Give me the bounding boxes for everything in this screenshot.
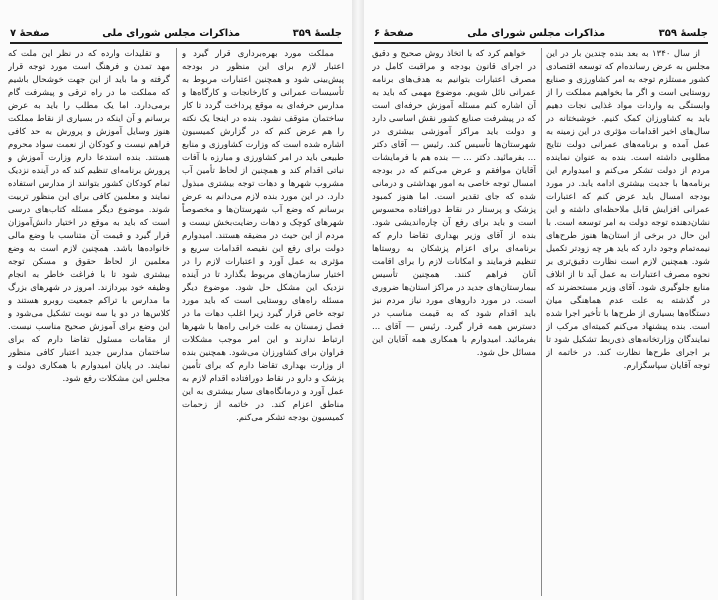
- column-divider: [176, 48, 177, 596]
- left-page-number: صفحهٔ ۷: [10, 27, 50, 39]
- left-page-session: جلسهٔ ۳۵۹: [292, 27, 342, 39]
- book-gutter: [352, 0, 364, 600]
- left-page-title: مذاکرات مجلس شورای ملی: [102, 27, 241, 39]
- right-page-column-right: [546, 48, 710, 596]
- header-rule: [10, 42, 342, 44]
- left-page-column-left: [8, 48, 170, 596]
- right-page-number: صفحهٔ ۶: [374, 27, 414, 39]
- left-page-header: [10, 26, 342, 40]
- right-page-session: جلسهٔ ۳۵۹: [658, 27, 708, 39]
- header-rule: [374, 42, 708, 44]
- right-page-column-left: [372, 48, 536, 596]
- left-page-column-right: [182, 48, 344, 596]
- right-page-header: [374, 26, 708, 40]
- column-text: مملکت مورد بهره‌برداری قرار گیرد و اعتبار لازم برای این منظور در بودجه پیش‌بینی شود و همچنین اعتبارات مربوط به تأسیسات عمرانی و کارخانجات و کارگاه‌ها و مدارس حرفه‌ای به موقع پرداخت گردد تا کار ساختمان متوقف نشود. بنده در اینجا یک نکته را هم عرض کنم که در گزارش کمیسیون اشاره شده است که وزارت کشاورزی و منابع طبیعی باید در امر کشاورزی و مبارزه با آفات نباتی اقدام کند و همچنین از لحاظ تأمین آب مشروب شهرها و دهات توجه بیشتری مبذول دارد. در این مورد بنده لازم می‌دانم به عرض برسانم که وضع آب شهرستان‌ها و مخصوصاً شهرهای کوچک و دهات رضایت‌بخش نیست و مردم از این حیث در مضیقه هستند. امیدوارم دولت برای رفع این نقیصه اقدامات سریع و مؤثری به عمل آورد و اعتبارات لازم را در اختیار سازمان‌های مربوط بگذارد تا در آینده نزدیک این مشکل حل شود. موضوع دیگر مسئله راه‌های روستایی است که باید مورد توجه خاص قرار گیرد زیرا اغلب دهات ما در فصل زمستان به علت خرابی راه‌ها با شهرها ارتباط ندارند و این امر موجب مشکلات فراوان برای کشاورزان می‌شود. همچنین بنده از وزارت بهداری تقاضا دارم که برای تأمین پزشک و دارو در نقاط دورافتاده اقدام لازم به عمل آورد و درمانگاه‌های سیار بیشتری به این مناطق اعزام کند. در خاتمه از زحمات کمیسیون بودجه تشکر می‌کنم.: [182, 49, 344, 423]
- column-text: از سال ۱۳۴۰ به بعد بنده چندین بار در این مجلس به عرض رسانده‌ام که توسعه اقتصادی کشور مستلزم توجه به امر کشاورزی و صنایع روستایی است و اگر ما بخواهیم مملکت را از وابستگی به واردات مواد غذایی نجات دهیم باید به کشاورزان کمک کنیم. خوشبختانه در سال‌های اخیر اقدامات مؤثری در این زمینه به عمل آمده و برنامه‌های عمرانی دولت نتایج مطلوبی داشته است. بنده به عنوان نماینده مردم از دولت تشکر می‌کنم و امیدوارم این برنامه‌ها با جدیت بیشتری ادامه یابد. در مورد بودجه امسال باید عرض کنم که اعتبارات عمرانی افزایش قابل ملاحظه‌ای داشته و این نشان‌دهنده توجه دولت به امر توسعه است. با این حال در برخی از استان‌ها هنوز طرح‌های نیمه‌تمام وجود دارد که باید هر چه زودتر تکمیل شود. همچنین لازم است نظارت دقیق‌تری بر نحوه مصرف اعتبارات به عمل آید تا از اتلاف منابع جلوگیری شود. آقای وزیر مستحضرند که در گذشته به علت عدم هماهنگی میان دستگاه‌ها بسیاری از طرح‌ها با تأخیر اجرا شده است. بنده پیشنهاد می‌کنم کمیته‌ای مرکب از نمایندگان وزارتخانه‌های ذی‌ربط تشکیل شود تا بر اجرای طرح‌ها نظارت کند. در خاتمه از توجه آقایان سپاسگزارم.: [546, 49, 710, 371]
- left-page: [0, 0, 352, 600]
- column-text: و تقلیدات وارده که در نظر این ملت که مهد تمدن و فرهنگ است مورد توجه قرار گرفته و ما باید از این جهت خوشحال باشیم که مملکت ما در راه ترقی و پیشرفت گام برمی‌دارد. اما یک مطلب را باید به عرض برسانم و آن اینکه در بسیاری از نقاط مملکت هنوز وسایل آموزش و پرورش به حد کافی فراهم نیست و کودکان از نعمت سواد محروم هستند. بنده استدعا دارم وزارت آموزش و پرورش برنامه‌ای تنظیم کند که در آینده نزدیک تمام کودکان کشور بتوانند از مدارس استفاده نمایند و معلمین کافی برای این منظور تربیت شوند. موضوع دیگر مسئله کتاب‌های درسی است که باید به موقع در اختیار دانش‌آموزان قرار گیرد و قیمت آن متناسب با وضع مالی خانواده‌ها باشد. همچنین لازم است به وضع معلمین از لحاظ حقوق و مسکن توجه بیشتری شود تا با فراغت خاطر به انجام وظیفه خود بپردازند. امروز در شهرهای بزرگ ما مدارس با تراکم جمعیت روبرو هستند و کلاس‌ها در دو یا سه نوبت تشکیل می‌شود و این وضع برای آموزش صحیح مناسب نیست. از مقامات مسئول تقاضا دارم که برای ساختمان مدارس جدید اعتبار کافی منظور نمایند. در پایان امیدوارم با همکاری دولت و مجلس این مشکلات رفع شود.: [8, 49, 170, 384]
- right-page: [364, 0, 718, 600]
- column-text: خواهم کرد که با اتخاذ روش صحیح و دقیق در اجرای قانون بودجه و مراقبت کامل در مصرف اعتبارات بتوانیم به هدف‌های برنامه عمرانی نائل شویم. موضوع مهمی که باید به آن اشاره کنم مسئله آموزش حرفه‌ای است که در پیشرفت صنایع کشور نقش اساسی دارد و دولت باید مراکز آموزشی بیشتری در شهرستان‌ها تأسیس کند. رئیس — آقای دکتر ... بفرمائید. دکتر ... — بنده هم با فرمایشات آقایان موافقم و عرض می‌کنم که در بودجه امسال توجه خاصی به امور بهداشتی و درمانی شده که جای تقدیر است. اما هنوز کمبود پزشک و پرستار در نقاط دورافتاده محسوس است و باید برای رفع آن چاره‌اندیشی شود. بنده از آقای وزیر بهداری تقاضا دارم که برنامه‌ای برای اعزام پزشکان به روستاها تنظیم فرمایند و امکانات لازم را برای اقامت آنان فراهم کنند. همچنین تأسیس بیمارستان‌های جدید در مراکز استان‌ها ضروری است. در مورد داروهای مورد نیاز مردم نیز باید اقدام شود که به قیمت مناسب در دسترس همه قرار گیرد. رئیس — آقای ... بفرمائید. امیدوارم با همکاری همه آقایان این مسائل حل شود.: [372, 49, 536, 358]
- right-page-title: مذاکرات مجلس شورای ملی: [467, 27, 606, 39]
- column-divider: [541, 48, 542, 596]
